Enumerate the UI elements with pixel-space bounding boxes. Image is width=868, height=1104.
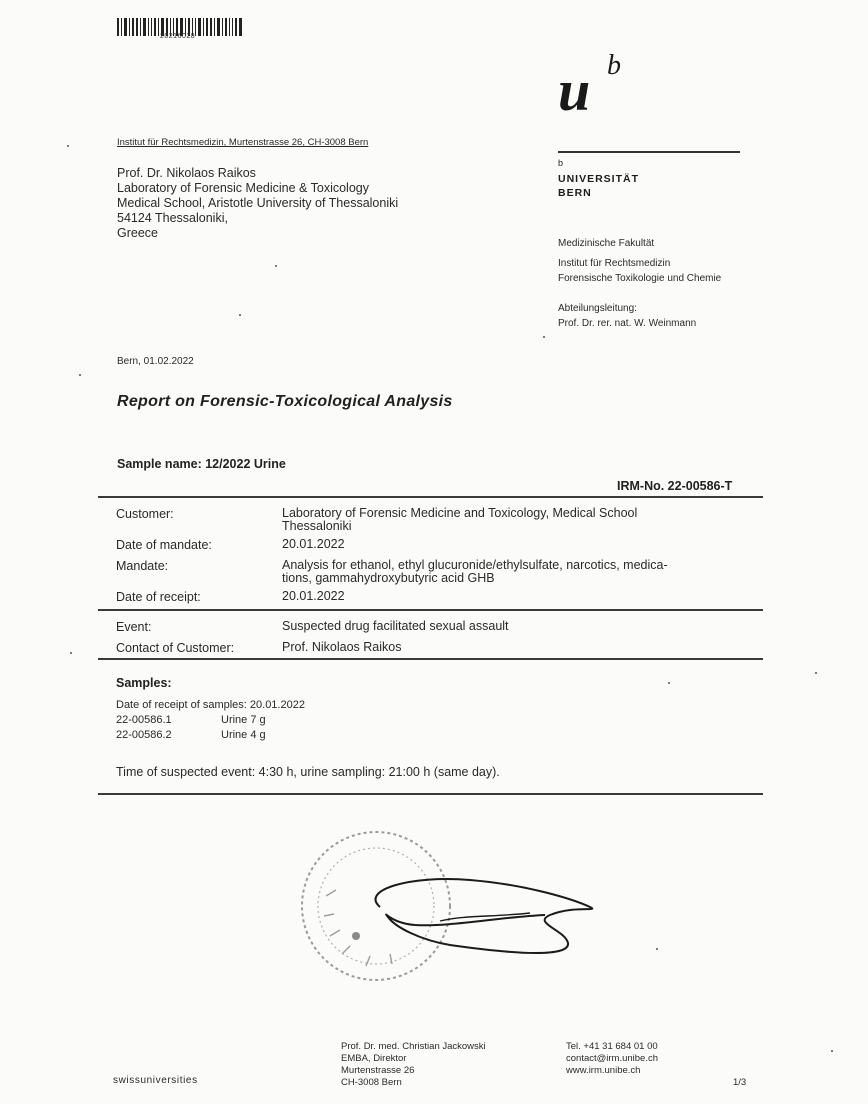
barcode-bar (225, 18, 227, 36)
contact-value: Prof. Nikolaos Raikos (282, 640, 402, 654)
institute-line2: Forensische Toxikologie und Chemie (558, 273, 722, 284)
recipient-line: Medical School, Aristotle University of Thessaloniki (117, 196, 399, 210)
report-title: Report on Forensic-Toxicological Analysis (117, 393, 453, 410)
date-of-mandate-value: 20.01.2022 (282, 537, 345, 551)
scan-speck (79, 374, 81, 376)
recipient-line: Greece (117, 226, 158, 240)
barcode-bar (232, 18, 233, 36)
event-label: Event: (116, 620, 152, 634)
mandate-value-line2: tions, gammahydroxybutyric acid GHB (282, 571, 495, 585)
institute (558, 256, 721, 286)
university-rule (558, 151, 740, 153)
barcode-bar (235, 18, 237, 36)
scan-speck (656, 948, 658, 950)
page-number: 1/3 (733, 1077, 747, 1088)
mandate-label: Mandate: (116, 559, 169, 573)
university-name (558, 172, 639, 200)
divider (98, 658, 763, 660)
customer-label: Customer: (116, 507, 174, 521)
sample-desc: Urine 4 g (221, 729, 266, 741)
university-small-b: b (558, 158, 564, 168)
barcode-bar (129, 18, 130, 36)
customer-value (282, 507, 752, 533)
scan-speck (275, 265, 277, 267)
footer-director (341, 1041, 486, 1089)
barcode-bar (222, 18, 223, 36)
footer-phone: Tel. +41 31 684 01 00 (566, 1041, 658, 1052)
barcode-bar (198, 18, 201, 36)
barcode-bar (124, 18, 127, 36)
sender-line: Institut für Rechtsmedizin, Murtenstrasse 26, CH-3008 Bern (117, 137, 369, 148)
scan-speck (831, 1050, 833, 1052)
mandate-value-line1: Analysis for ethanol, ethyl glucuronide/ethylsulfate, narcotics, medica- (282, 558, 668, 572)
faculty: Medizinische Fakultät (558, 238, 655, 249)
barcode-bar (210, 18, 212, 36)
barcode-bar (148, 18, 149, 36)
customer-value-line2: Thessaloniki (282, 519, 352, 533)
mandate-value (282, 559, 752, 585)
divider (98, 793, 763, 795)
barcode-bar (121, 18, 122, 36)
time-note: Time of suspected event: 4:30 h, urine sampling: 21:00 h (same day). (116, 765, 500, 779)
scan-speck (668, 682, 670, 684)
barcode-bar (158, 18, 159, 36)
scan-speck (239, 314, 241, 316)
divider (98, 496, 763, 498)
scan-speck (70, 652, 72, 654)
irm-number: IRM-No. 22-00586-T (617, 479, 733, 493)
scan-speck (543, 336, 545, 338)
barcode-bar (239, 18, 242, 36)
barcode-bar (132, 18, 134, 36)
footer-line: Murtenstrasse 26 (341, 1065, 415, 1076)
recipient-line: Prof. Dr. Nikolaos Raikos (117, 166, 256, 180)
date-of-receipt-value: 20.01.2022 (282, 589, 345, 603)
department-head-label: Abteilungsleitung: (558, 303, 637, 314)
event-value: Suspected drug facilitated sexual assault (282, 619, 509, 633)
barcode-bar (151, 18, 152, 36)
signature-image (300, 845, 620, 965)
sample-id: 22-00586.2 (116, 729, 172, 741)
date-of-mandate-label: Date of mandate: (116, 538, 212, 552)
footer-line: CH-3008 Bern (341, 1077, 402, 1088)
scan-speck (67, 145, 69, 147)
barcode-bar (117, 18, 119, 36)
customer-value-line1: Laboratory of Forensic Medicine and Toxicology, Medical School (282, 506, 638, 520)
report-date: Bern, 01.02.2022 (117, 356, 194, 367)
footer-contact (566, 1041, 658, 1077)
barcode-bar (203, 18, 204, 36)
barcode-bar (143, 18, 146, 36)
footer-line: Prof. Dr. med. Christian Jackowski (341, 1041, 486, 1052)
footer-email: contact@irm.unibe.ch (566, 1053, 659, 1064)
barcode-bar (206, 18, 208, 36)
department-head-name: Prof. Dr. rer. nat. W. Weinmann (558, 318, 697, 329)
department-head (558, 301, 696, 331)
university-logo (558, 52, 668, 122)
university-name-line2: BERN (558, 187, 592, 199)
barcode-bar (140, 18, 141, 36)
date-of-receipt-label: Date of receipt: (116, 590, 201, 604)
barcode-number: 20216028 (160, 33, 196, 40)
footer-website: www.irm.unibe.ch (566, 1065, 641, 1076)
university-name-line1: UNIVERSITÄT (558, 173, 640, 185)
footer-line: EMBA, Direktor (341, 1053, 407, 1064)
recipient-line: 54124 Thessaloniki, (117, 211, 228, 225)
sample-desc: Urine 7 g (221, 714, 266, 726)
barcode-bar (214, 18, 215, 36)
barcode-bar (217, 18, 220, 36)
divider (98, 609, 763, 611)
recipient-address (117, 166, 398, 241)
sample-id: 22-00586.1 (116, 714, 172, 726)
logo-letter: u (558, 58, 591, 123)
institute-line1: Institut für Rechtsmedizin (558, 258, 671, 269)
logo-superscript: b (607, 50, 621, 81)
sample-name: Sample name: 12/2022 Urine (117, 457, 286, 471)
scan-speck (815, 672, 817, 674)
contact-label: Contact of Customer: (116, 641, 235, 655)
samples-heading: Samples: (116, 676, 172, 690)
barcode-bar (136, 18, 138, 36)
swissuniversities-logo: swissuniversities (113, 1075, 198, 1086)
barcode-bar (154, 18, 156, 36)
recipient-line: Laboratory of Forensic Medicine & Toxicology (117, 181, 369, 195)
barcode-bar (229, 18, 230, 36)
samples-receipt-line: Date of receipt of samples: 20.01.2022 (116, 699, 305, 711)
